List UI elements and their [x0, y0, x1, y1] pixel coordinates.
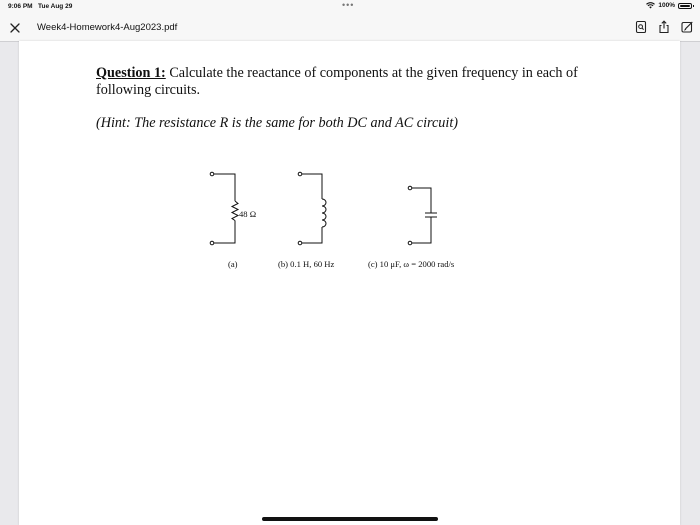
terminal-a-top: [210, 172, 214, 176]
terminal-b-top: [298, 172, 302, 176]
markup-icon: [680, 20, 694, 34]
battery-percent: 100%: [658, 2, 675, 9]
nav-actions: [634, 20, 694, 34]
resistor-value-label: 48 Ω: [239, 209, 257, 219]
document-search-icon: [634, 20, 648, 34]
hint-text: (Hint: The resistance R is the same for both DC and AC circuit): [96, 115, 459, 131]
resistor-symbol: [232, 201, 238, 221]
circuit-a: [210, 172, 238, 245]
question-text: Calculate the reactance of components at the given frequency in each of following circuits.: [96, 65, 578, 98]
pdf-page[interactable]: [19, 41, 680, 525]
multitasking-dots[interactable]: •••: [342, 0, 355, 10]
home-indicator[interactable]: [262, 517, 438, 521]
caption-b: (b) 0.1 H, 60 Hz: [278, 259, 335, 269]
share-button[interactable]: [657, 20, 671, 34]
circuit-b: [298, 172, 326, 245]
navigation-bar: [0, 14, 700, 42]
capacitor-symbol: [425, 213, 437, 217]
status-indicators: [646, 2, 692, 9]
caption-a: (a): [228, 259, 238, 269]
wifi-icon: [646, 2, 655, 9]
circuit-figures: [19, 41, 680, 525]
status-bar: [0, 0, 700, 14]
markup-button[interactable]: [680, 20, 694, 34]
status-time: 9:06 PM: [8, 3, 33, 10]
share-icon: [657, 20, 671, 34]
caption-c: (c) 10 μF, ω = 2000 rad/s: [368, 259, 455, 269]
document-search-button[interactable]: [634, 20, 648, 34]
close-icon: [8, 21, 22, 35]
terminal-c-bottom: [408, 241, 412, 245]
status-date: Tue Aug 29: [38, 3, 73, 10]
terminal-a-bottom: [210, 241, 214, 245]
document-title: Week4-Homework4-Aug2023.pdf: [37, 22, 178, 33]
close-button[interactable]: [8, 21, 22, 35]
inductor-symbol: [322, 199, 326, 227]
battery-icon: [678, 3, 692, 9]
terminal-c-top: [408, 186, 412, 190]
circuit-c: [408, 186, 437, 245]
question-label: Question 1:: [96, 65, 166, 81]
terminal-b-bottom: [298, 241, 302, 245]
